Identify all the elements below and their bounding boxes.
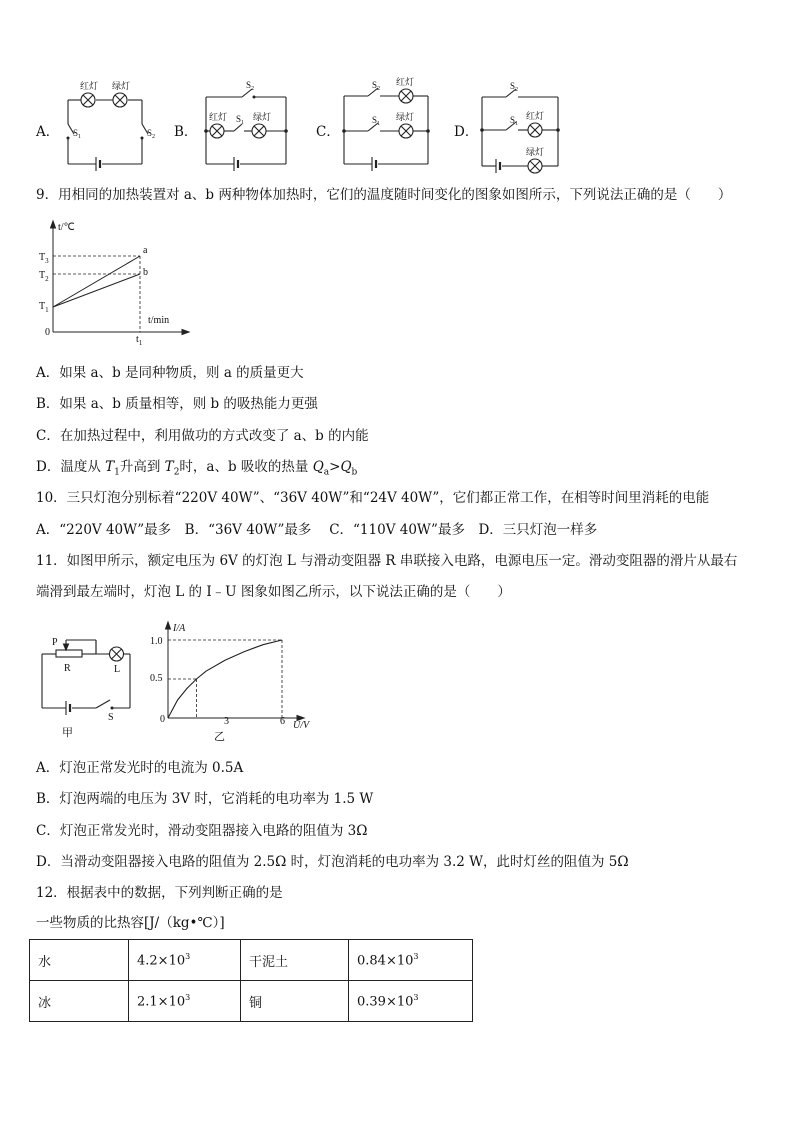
y-tick-t1: $T_1$ [39,301,49,314]
rheostat-r-label: R [64,663,71,674]
origin-label: 0 [160,714,165,725]
y-tick-t3: $T_3$ [39,252,49,265]
option-letter: B． [174,124,198,140]
y-tick-1.0: 1.0 [150,636,163,647]
switch-s-label: S [108,712,114,723]
q11-option-b[interactable]: B．灯泡两端的电压为 3V 时，它消耗的电功率为 1.5 W [36,791,374,807]
option-letter: A． [36,124,60,140]
option-letter: C． [316,124,340,140]
slider-p-label: P [52,637,58,648]
q11-circuit-diagram [36,632,142,740]
table-cell: 铜 [241,981,349,1022]
circuit-diagram-a [56,76,166,176]
switch-s1-label: $S_1$ [236,114,245,126]
red-lamp-label: 红灯 [396,77,415,87]
q9-option-b[interactable]: B．如果 a、b 质量相等，则 b 的吸热能力更强 [36,396,318,412]
circuit-diagram-b [196,76,296,176]
green-lamp-label: 绿灯 [396,112,415,122]
circuit-diagram-c [336,74,436,176]
rheostat-r [56,650,82,657]
figure-yi-caption: 乙 [214,731,225,743]
switch-s1-label: $S_1$ [73,128,82,140]
x-tick-6: 6 [280,716,285,727]
figure-jia-caption: 甲 [62,727,73,739]
series-b-label: b [143,267,148,278]
red-lamp-label: 红灯 [209,112,228,122]
switch-s1-label: $S_1$ [372,115,381,127]
table-cell: $4.2\times 10^3$ [129,940,241,981]
table-cell: $0.84\times 10^3$ [349,940,473,981]
switch-s2-label: $S_2$ [510,81,519,93]
y-tick-0.5: 0.5 [150,673,163,684]
green-lamp-label: 绿灯 [253,112,272,122]
x-axis-label: t/min [148,315,170,326]
table-cell: 冰 [30,981,129,1022]
green-lamp-label: 绿灯 [526,147,545,157]
switch-s1-label: $S_1$ [510,115,519,127]
switch-s2-label: $S_2$ [372,80,381,92]
y-axis-label: t/℃ [58,222,75,233]
table-row [30,940,473,981]
q9-option-a[interactable]: A．如果 a、b 是同种物质，则 a 的质量更大 [36,365,304,381]
q11-iu-chart [150,618,322,744]
origin-label: 0 [45,327,50,338]
red-lamp-label: 红灯 [526,111,545,121]
series-a-line [53,256,140,307]
y-axis-label: I/A [173,623,186,634]
x-axis-label: U/V [293,720,310,731]
q11-stem-line1: 11．如图甲所示，额定电压为 6V 的灯泡 L 与滑动变阻器 R 串联接入电路，电源电压一定。滑动变阻器的滑片从最右 [36,553,738,569]
x-tick-3: 3 [224,716,229,727]
q9-option-d[interactable]: D．温度从 $T_1$升高到 $T_2$时，a、b 吸收的热量 $Q_a>Q_b$ [36,459,358,478]
circuit-diagram-d [476,80,566,178]
q11-option-a[interactable]: A．灯泡正常发光时的电流为 0.5A [36,760,244,776]
option-letter: D． [454,124,479,140]
x-tick-t1: $t_1$ [136,334,143,347]
q11-option-c[interactable]: C．灯泡正常发光时，滑动变阻器接入电路的阻值为 3Ω [36,823,368,839]
lamp-l-label: L [114,664,121,675]
switch-s2-label: $S_2$ [246,80,255,92]
red-lamp-label: 红灯 [80,81,99,91]
table-cell: $0.39\times 10^3$ [349,981,473,1022]
q12-table-title: 一些物质的比热容[J/（kg•℃）] [36,915,225,931]
series-b-line [53,274,140,307]
y-tick-t2: $T_2$ [39,270,49,283]
specific-heat-table [29,939,473,1022]
table-row [30,981,473,1022]
q9-option-c[interactable]: C．在加热过程中，利用做功的方式改变了 a、b 的内能 [36,428,369,444]
q9-stem: 9．用相同的加热装置对 a、b 两种物体加热时，它们的温度随时间变化的图象如图所示，下列说法正确的是（ ） [36,187,732,203]
series-a-label: a [143,245,148,256]
q10-options[interactable]: A．“220V 40W”最多 B．“36V 40W”最多 C．“110V 40W”最多 D．三只灯泡一样多 [36,522,598,538]
q11-stem-line2: 端滑到最左端时，灯泡 L 的 I﹣U 图象如图乙所示，以下说法正确的是（ ） [36,584,511,600]
green-lamp-label: 绿灯 [112,81,131,91]
q12-stem: 12．根据表中的数据，下列判断正确的是 [36,885,283,901]
q9-temperature-chart [36,218,196,350]
table-cell: 干泥土 [241,940,349,981]
switch-s2-label: $S_2$ [147,128,156,140]
q10-stem: 10．三只灯泡分别标着“220V 40W”、“36V 40W”和“24V 40W”，它们都正常工作，在相等时间里消耗的电能 [36,490,710,506]
q11-option-d[interactable]: D．当滑动变阻器接入电路的阻值为 2.5Ω 时，灯泡消耗的电功率为 3.2 W，此时灯丝的阻值为 5Ω [36,854,629,870]
table-cell: 水 [30,940,129,981]
table-cell: $2.1\times 10^3$ [129,981,241,1022]
